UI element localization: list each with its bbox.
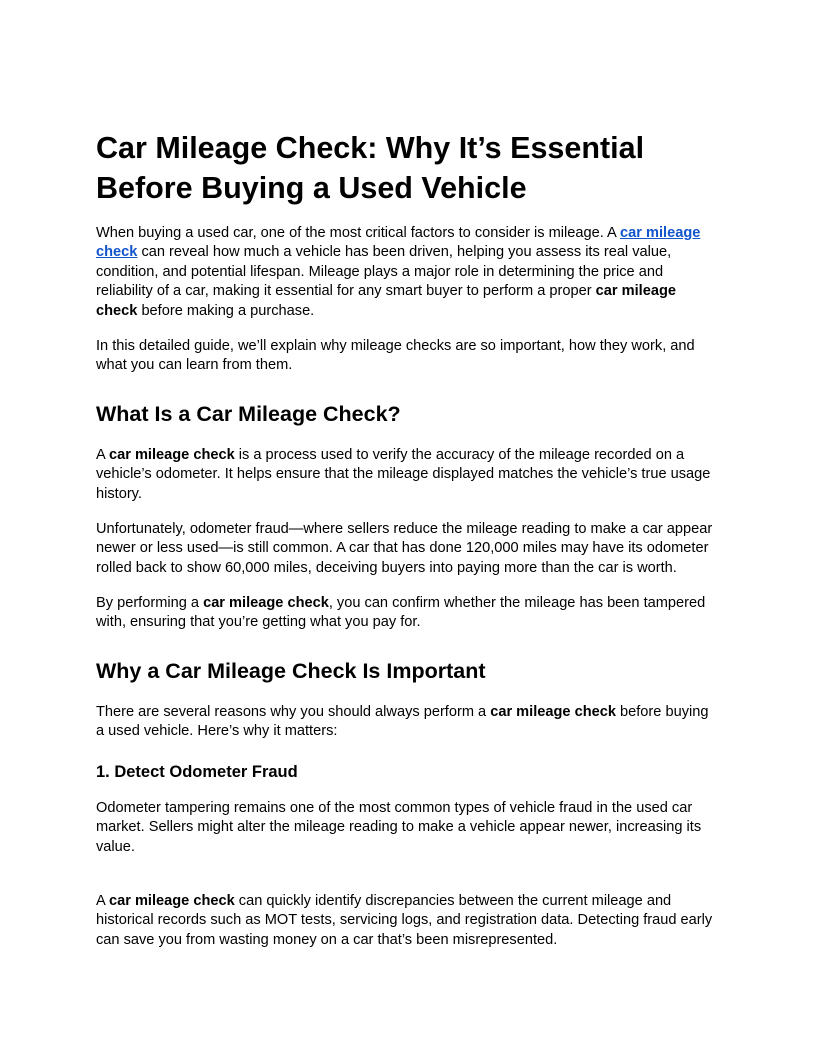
text-run: , you can confirm whether the mileage has been tampered with, ensuring that you’re getting what you pay for. <box>96 595 706 631</box>
bold-term: car mileage check <box>96 283 676 319</box>
bold-term: car mileage check <box>490 704 616 720</box>
intro-paragraph-1 <box>96 224 720 321</box>
text-run: before making a purchase. <box>137 302 315 319</box>
text-run: can quickly identify discrepancies between the current mileage and historical records such as MOT tests, servicing logs, and registration data. Detecting fraud early can save you from wasting money on a car that’s been misrepresented. <box>96 893 713 948</box>
section1-paragraph-1 <box>96 446 720 504</box>
page-title: Car Mileage Check: Why It’s Essential Before Buying a Used Vehicle <box>96 131 645 205</box>
intro-paragraph-2: In this detailed guide, we’ll explain why mileage checks are so important, how they work, and what you can learn from them. <box>96 338 695 374</box>
text-run: There are several reasons why you should always perform a <box>96 704 491 720</box>
bold-term: car mileage check <box>108 447 235 463</box>
section-heading-what-is: What Is a Car Mileage Check? <box>96 402 401 426</box>
subheading-detect-odometer-fraud: 1. Detect Odometer Fraud <box>96 763 298 781</box>
sub1-paragraph-2 <box>96 892 720 950</box>
text-run: When buying a used car, one of the most critical factors to consider is mileage. A <box>96 225 621 241</box>
section2-paragraph-1 <box>96 703 720 742</box>
text-run: By performing a <box>96 595 204 611</box>
section1-paragraph-3 <box>96 594 720 633</box>
bold-term: car mileage check <box>203 595 329 611</box>
section-heading-why-important: Why a Car Mileage Check Is Important <box>96 659 486 683</box>
section1-paragraph-2: Unfortunately, odometer fraud—where sellers reduce the mileage reading to make a car appear newer or less used—is still common. A car that has done 120,000 miles may have its odometer rolled back to show 60,000 miles, deceiving buyers into paying more than the car is worth. <box>96 521 713 576</box>
bold-term: car mileage check <box>108 893 235 909</box>
car-mileage-check-link[interactable]: car mileage check <box>96 225 701 261</box>
text-run: A <box>96 447 109 463</box>
text-run: A <box>96 893 109 909</box>
text-run: can reveal how much a vehicle has been driven, helping you assess its real value, condition, and potential lifespan. Mileage plays a major role in determining the price and reliability of a car, making it essential for any smart buyer to perform a proper <box>96 244 672 300</box>
text-run: is a process used to verify the accuracy of the mileage recorded on a vehicle’s odometer. It helps ensure that the mileage displayed matches the vehicle’s true usage history. <box>96 447 711 502</box>
sub1-paragraph-1: Odometer tampering remains one of the most common types of vehicle fraud in the used car market. Sellers might alter the mileage reading to make a vehicle appear newer, increasing its value. <box>96 800 702 855</box>
text-run: before buying a used vehicle. Here’s why it matters: <box>96 704 709 740</box>
